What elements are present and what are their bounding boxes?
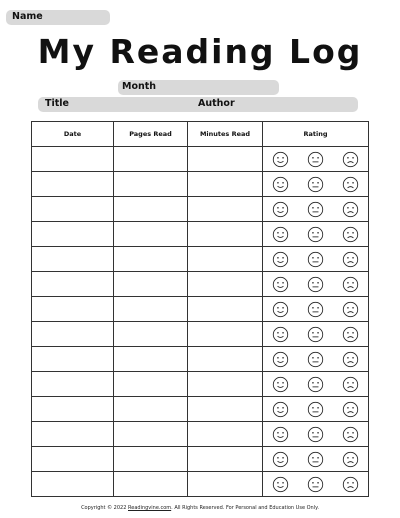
rating-cell [263,322,369,347]
smiley-face-icon[interactable] [272,326,289,343]
smiley-face-icon[interactable] [272,351,289,368]
column-header-rating: Rating [263,122,369,147]
table-row [32,472,369,497]
smiley-face-icon[interactable] [272,401,289,418]
table-row [32,247,369,272]
rating-cell [263,172,369,197]
sad-face-icon[interactable] [342,451,359,468]
date-cell[interactable] [32,272,114,297]
smiley-face-icon[interactable] [272,176,289,193]
date-cell[interactable] [32,172,114,197]
minutes-read-cell[interactable] [188,222,263,247]
pages-read-cell[interactable] [114,322,188,347]
column-header-date: Date [32,122,114,147]
sad-face-icon[interactable] [342,251,359,268]
minutes-read-cell[interactable] [188,147,263,172]
sad-face-icon[interactable] [342,376,359,393]
sad-face-icon[interactable] [342,326,359,343]
neutral-face-icon[interactable] [307,201,324,218]
neutral-face-icon[interactable] [307,426,324,443]
date-cell[interactable] [32,322,114,347]
rating-cell [263,297,369,322]
sad-face-icon[interactable] [342,276,359,293]
rating-cell [263,472,369,497]
smiley-face-icon[interactable] [272,451,289,468]
minutes-read-cell[interactable] [188,422,263,447]
table-row [32,422,369,447]
sad-face-icon[interactable] [342,476,359,493]
table-row [32,347,369,372]
neutral-face-icon[interactable] [307,476,324,493]
smiley-face-icon[interactable] [272,426,289,443]
table-row [32,272,369,297]
minutes-read-cell[interactable] [188,372,263,397]
date-cell[interactable] [32,197,114,222]
table-row [32,297,369,322]
pages-read-cell[interactable] [114,472,188,497]
sad-face-icon[interactable] [342,301,359,318]
smiley-face-icon[interactable] [272,251,289,268]
smiley-face-icon[interactable] [272,376,289,393]
month-field[interactable] [118,80,279,95]
date-cell[interactable] [32,147,114,172]
date-cell[interactable] [32,472,114,497]
date-cell[interactable] [32,422,114,447]
neutral-face-icon[interactable] [307,351,324,368]
date-cell[interactable] [32,347,114,372]
pages-read-cell[interactable] [114,147,188,172]
rating-cell [263,147,369,172]
table-header-row [32,122,369,147]
table-row [32,197,369,222]
rating-cell [263,397,369,422]
minutes-read-cell[interactable] [188,447,263,472]
pages-read-cell[interactable] [114,197,188,222]
title-label: Title [45,98,69,109]
name-field[interactable] [6,10,110,25]
sad-face-icon[interactable] [342,176,359,193]
pages-read-cell[interactable] [114,222,188,247]
pages-read-cell[interactable] [114,347,188,372]
minutes-read-cell[interactable] [188,397,263,422]
table-row [32,172,369,197]
column-header-minutes-read: Minutes Read [188,122,263,147]
date-cell[interactable] [32,297,114,322]
neutral-face-icon[interactable] [307,251,324,268]
date-cell[interactable] [32,372,114,397]
title-author-field[interactable] [38,97,358,112]
date-cell[interactable] [32,447,114,472]
table-row [32,447,369,472]
footer-prefix: Copyright © 2022 [81,505,128,511]
neutral-face-icon[interactable] [307,176,324,193]
smiley-face-icon[interactable] [272,201,289,218]
rating-cell [263,222,369,247]
smiley-face-icon[interactable] [272,276,289,293]
neutral-face-icon[interactable] [307,276,324,293]
copyright-footer [0,505,400,511]
rating-cell [263,272,369,297]
sad-face-icon[interactable] [342,151,359,168]
footer-suffix: . All Rights Reserved. For Personal and Education Use Only. [171,505,319,511]
rating-cell [263,197,369,222]
table-row [32,322,369,347]
page-title: My Reading Log [37,32,363,71]
minutes-read-cell[interactable] [188,322,263,347]
table-row [32,397,369,422]
smiley-face-icon[interactable] [272,476,289,493]
rating-cell [263,447,369,472]
minutes-read-cell[interactable] [188,247,263,272]
minutes-read-cell[interactable] [188,197,263,222]
neutral-face-icon[interactable] [307,326,324,343]
smiley-face-icon[interactable] [272,151,289,168]
neutral-face-icon[interactable] [307,401,324,418]
pages-read-cell[interactable] [114,372,188,397]
date-cell[interactable] [32,222,114,247]
minutes-read-cell[interactable] [188,172,263,197]
table-row [32,222,369,247]
date-cell[interactable] [32,397,114,422]
column-header-pages-read: Pages Read [114,122,188,147]
rating-cell [263,347,369,372]
neutral-face-icon[interactable] [307,301,324,318]
smiley-face-icon[interactable] [272,226,289,243]
sad-face-icon[interactable] [342,226,359,243]
neutral-face-icon[interactable] [307,451,324,468]
pages-read-cell[interactable] [114,297,188,322]
table-row [32,372,369,397]
pages-read-cell[interactable] [114,422,188,447]
minutes-read-cell[interactable] [188,472,263,497]
month-label: Month [122,81,157,92]
author-label: Author [198,98,235,109]
neutral-face-icon[interactable] [307,226,324,243]
minutes-read-cell[interactable] [188,347,263,372]
name-label: Name [12,11,43,22]
sad-face-icon[interactable] [342,426,359,443]
sad-face-icon[interactable] [342,401,359,418]
sad-face-icon[interactable] [342,201,359,218]
rating-cell [263,372,369,397]
reading-log-table [31,121,369,497]
rating-cell [263,422,369,447]
sad-face-icon[interactable] [342,351,359,368]
pages-read-cell[interactable] [114,397,188,422]
rating-cell [263,247,369,272]
neutral-face-icon[interactable] [307,376,324,393]
neutral-face-icon[interactable] [307,151,324,168]
pages-read-cell[interactable] [114,247,188,272]
pages-read-cell[interactable] [114,447,188,472]
minutes-read-cell[interactable] [188,272,263,297]
date-cell[interactable] [32,247,114,272]
table-row [32,147,369,172]
pages-read-cell[interactable] [114,272,188,297]
footer-link[interactable]: Readingvine.com [128,505,172,511]
pages-read-cell[interactable] [114,172,188,197]
minutes-read-cell[interactable] [188,297,263,322]
smiley-face-icon[interactable] [272,301,289,318]
